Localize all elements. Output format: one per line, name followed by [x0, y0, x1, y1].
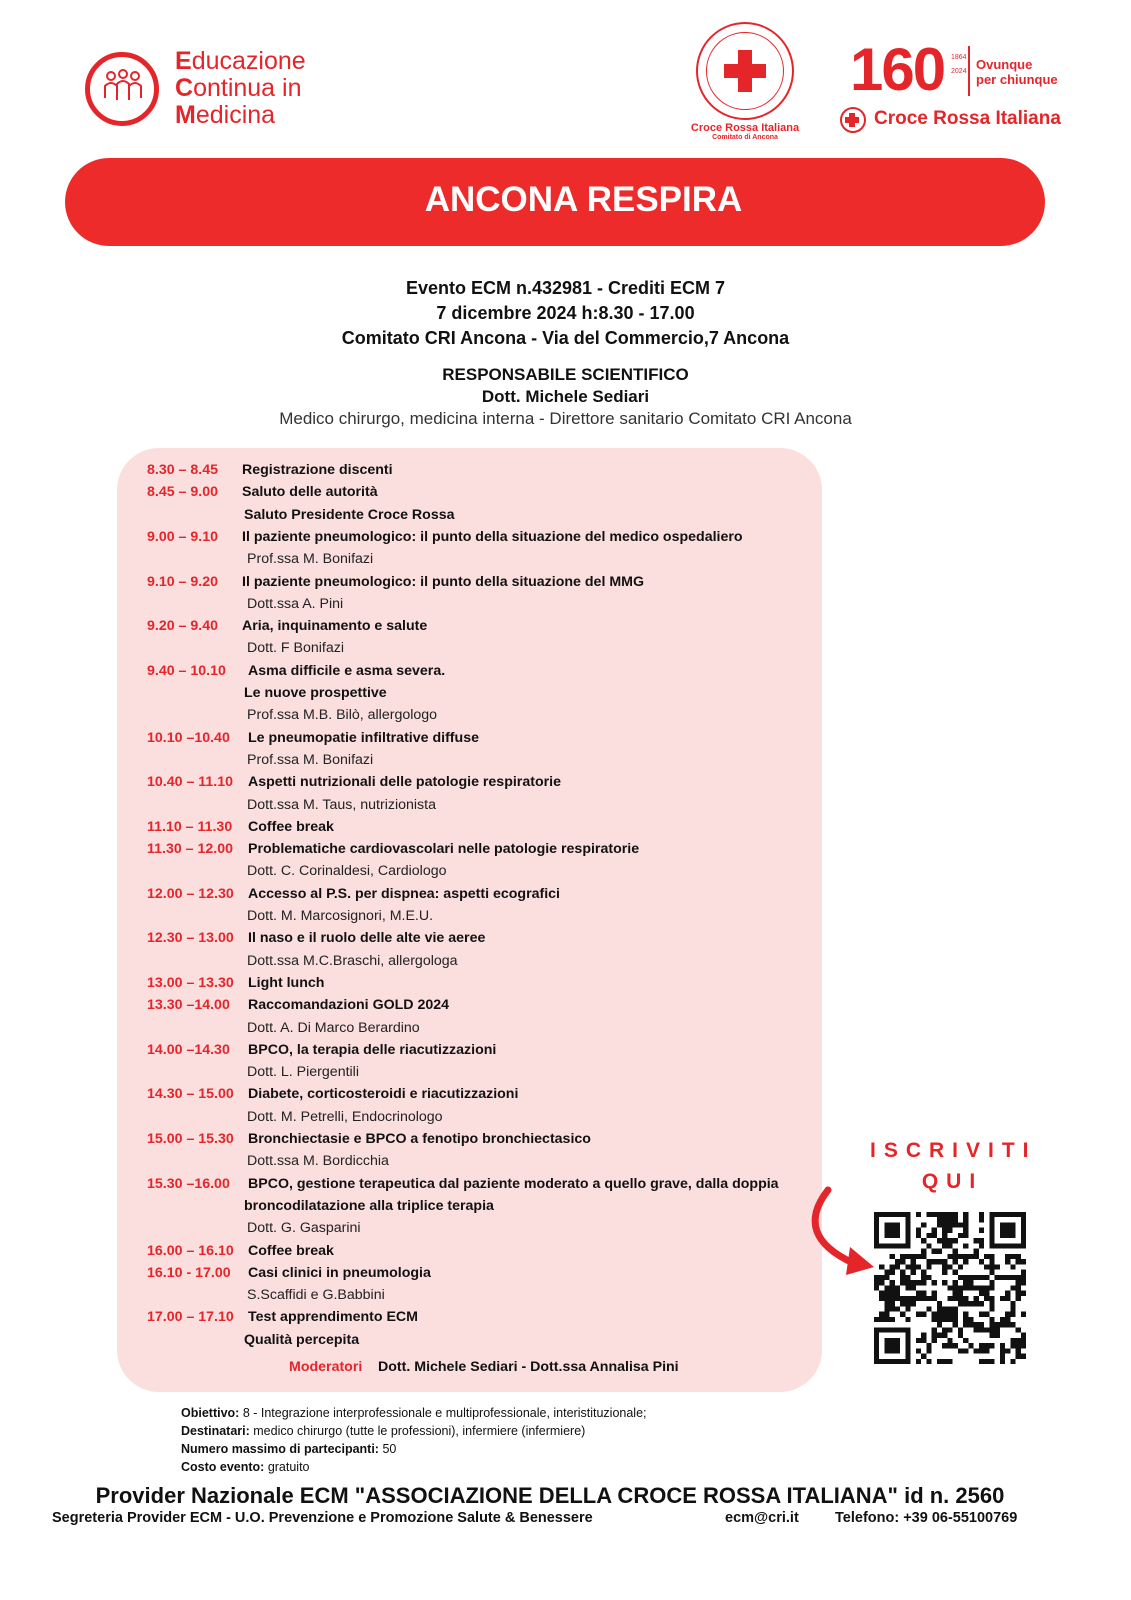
- program-time: 11.30 – 12.00: [147, 841, 233, 858]
- program-session-title: Asma difficile e asma severa.: [248, 662, 446, 679]
- program-time: 11.10 – 11.30: [147, 818, 233, 835]
- program-session-title: Coffee break: [248, 1242, 334, 1259]
- qr-code-icon[interactable]: [874, 1212, 1026, 1364]
- logo-tagline: Ovunque per chiunque: [976, 57, 1058, 87]
- event-ecm-number: Evento ECM n.432981 - Crediti ECM 7: [405, 278, 726, 298]
- cri-brand-name: Croce Rossa Italiana: [874, 108, 1061, 129]
- ecm-logo-text: Educazione Continua in Medicina: [175, 47, 306, 129]
- program-session-title: Aria, inquinamento e salute: [242, 618, 428, 635]
- anniversary-number: 160: [850, 36, 945, 103]
- register-call-to-action: ISCRIVITI QUI: [870, 1139, 1037, 1193]
- program-speaker: Dott. F Bonifazi: [247, 640, 344, 657]
- program-time: 14.00 –14.30: [147, 1041, 230, 1058]
- provider-line: Provider Nazionale ECM "ASSOCIAZIONE DELLA CROCE ROSSA ITALIANA" id n. 2560: [95, 1483, 1005, 1508]
- program-speaker: Dott. M. Petrelli, Endocrinologo: [247, 1108, 443, 1125]
- note-destinatari: Destinatari: medico chirurgo (tutte le professioni), infermiere (infermiere): [181, 1424, 586, 1438]
- program-time: 8.30 – 8.45: [147, 462, 218, 478]
- program-speaker: S.Scaffidi e G.Babbini: [247, 1287, 385, 1304]
- secretariat-line: Segreteria Provider ECM - U.O. Prevenzione e Promozione Salute & Benessere: [52, 1510, 593, 1526]
- red-cross-icon-bar: [724, 64, 766, 78]
- program-session-title: BPCO, la terapia delle riacutizzazioni: [248, 1041, 497, 1058]
- event-location: Comitato CRI Ancona - Via del Commercio,7 Ancona: [341, 328, 790, 348]
- event-notes: [181, 1404, 647, 1476]
- program-speaker: Dott. C. Corinaldesi, Cardiologo: [247, 863, 447, 880]
- contact-phone: Telefono: +39 06-55100769: [835, 1510, 1018, 1526]
- program-speaker: Prof.ssa M. Bonifazi: [247, 551, 374, 568]
- event-date: 7 dicembre 2024 h:8.30 - 17.00: [436, 303, 695, 323]
- program-time: 9.10 – 9.20: [147, 573, 218, 590]
- program-time: 9.20 – 9.40: [147, 618, 218, 635]
- year-start: 1864: [951, 54, 967, 61]
- program-time: 17.00 – 17.10: [147, 1309, 234, 1326]
- program-session-title: broncodilatazione alla triplice terapia: [244, 1197, 494, 1214]
- note-obiettivo: Obiettivo: 8 - Integrazione interprofessionale e multiprofessionale, interistituzionale;: [181, 1406, 647, 1420]
- cri-emblem-cross-h: [845, 117, 859, 123]
- event-title: ANCONA RESPIRA: [424, 180, 743, 219]
- program-time: 16.10 - 17.00: [147, 1264, 231, 1281]
- year-end: 2024: [951, 68, 967, 75]
- seal-subtitle: Comitato di Ancona: [712, 134, 778, 141]
- program-session-title: Le nuove prospettive: [244, 685, 387, 701]
- program-time: 16.00 – 16.10: [147, 1242, 234, 1259]
- seal-name: Croce Rossa Italiana: [690, 122, 800, 134]
- program-time: 10.10 –10.40: [147, 729, 230, 746]
- program-speaker: Prof.ssa M.B. Bilò, allergologo: [247, 707, 438, 724]
- program-session-title: BPCO, gestione terapeutica dal paziente moderato a quello grave, dalla doppia: [248, 1175, 779, 1192]
- program-time: 15.30 –16.00: [147, 1175, 230, 1192]
- program-speaker: Dott. G. Gasparini: [247, 1220, 361, 1237]
- program-time: 15.00 – 15.30: [147, 1131, 234, 1147]
- program-session-title: Bronchiectasie e BPCO a fenotipo bronchiectasico: [248, 1131, 591, 1147]
- cri-ancona-seal: [688, 22, 806, 142]
- program-session-title: Diabete, corticosteroidi e riacutizzazioni: [248, 1086, 519, 1103]
- program-speaker: Dott.ssa M. Taus, nutrizionista: [247, 796, 436, 813]
- contact-email[interactable]: ecm@cri.it: [725, 1510, 799, 1526]
- program-session-title: Saluto Presidente Croce Rossa: [244, 506, 455, 523]
- program-time: 10.40 – 11.10: [147, 774, 233, 791]
- program-speaker: Dott. M. Marcosignori, M.E.U.: [247, 908, 434, 924]
- program-speaker: Dott.ssa A. Pini: [247, 595, 344, 612]
- note-cost: Costo evento: gratuito: [181, 1460, 310, 1474]
- program-session-title: Qualità percepita: [244, 1331, 360, 1348]
- program-time: 13.00 – 13.30: [147, 974, 234, 991]
- program-speaker: Dott.ssa M.C.Braschi, allergologa: [247, 952, 458, 969]
- logo-160-anniversary: [850, 36, 1080, 140]
- program-session-title: Le pneumopatie infiltrative diffuse: [248, 729, 479, 746]
- curved-arrow-icon: [798, 1185, 878, 1280]
- program-session-title: Registrazione discenti: [242, 462, 393, 478]
- program-speaker: Dott. L. Piergentili: [247, 1064, 359, 1081]
- program-session-title: Il naso e il ruolo delle alte vie aeree: [248, 930, 486, 947]
- program-session-title: Coffee break: [248, 818, 334, 835]
- program-session-title: Raccomandazioni GOLD 2024: [248, 997, 450, 1014]
- program-session-title: Saluto delle autorità: [242, 484, 378, 501]
- moderators-label: Moderatori: [289, 1359, 363, 1375]
- program-speaker: Dott. A. Di Marco Berardino: [247, 1019, 420, 1036]
- program-time: 14.30 – 15.00: [147, 1086, 234, 1103]
- program-time: 12.00 – 12.30: [147, 885, 234, 902]
- title-banner: [65, 158, 1045, 246]
- program-time: 12.30 – 13.00: [147, 930, 234, 947]
- program-session-title: Il paziente pneumologico: il punto della situazione del MMG: [242, 573, 644, 590]
- program-session-title: Il paziente pneumologico: il punto della situazione del medico ospedaliero: [242, 528, 743, 545]
- program-session-title: Problematiche cardiovascolari nelle patologie respiratorie: [248, 841, 640, 858]
- program-time: 8.45 – 9.00: [147, 484, 218, 501]
- program-time: 9.40 – 10.10: [147, 662, 226, 679]
- program-speaker: Dott.ssa M. Bordicchia: [247, 1153, 389, 1170]
- program-session-title: Light lunch: [248, 974, 325, 991]
- logo-divider: [968, 46, 970, 96]
- program-session-title: Aspetti nutrizionali delle patologie respiratorie: [248, 774, 561, 791]
- note-max-participants: Numero massimo di partecipanti: 50: [181, 1442, 397, 1456]
- program-speaker: Prof.ssa M. Bonifazi: [247, 751, 374, 768]
- ecm-logo: [85, 48, 345, 138]
- scientific-lead-role: Medico chirurgo, medicina interna - Direttore sanitario Comitato CRI Ancona: [279, 409, 852, 428]
- scientific-lead-name: Dott. Michele Sediari: [481, 387, 650, 406]
- program-time: 13.30 –14.00: [147, 997, 230, 1014]
- program-time: 9.00 – 9.10: [147, 528, 218, 545]
- people-group-icon: [103, 68, 143, 106]
- scientific-lead-heading: RESPONSABILE SCIENTIFICO: [442, 365, 689, 384]
- program-session-title: Test apprendimento ECM: [248, 1309, 418, 1326]
- program-session-title: Casi clinici in pneumologia: [248, 1264, 431, 1281]
- program-box: [117, 448, 822, 1392]
- moderators-names: Dott. Michele Sediari - Dott.ssa Annalisa Pini: [378, 1359, 679, 1375]
- program-session-title: Accesso al P.S. per dispnea: aspetti ecografici: [248, 885, 560, 902]
